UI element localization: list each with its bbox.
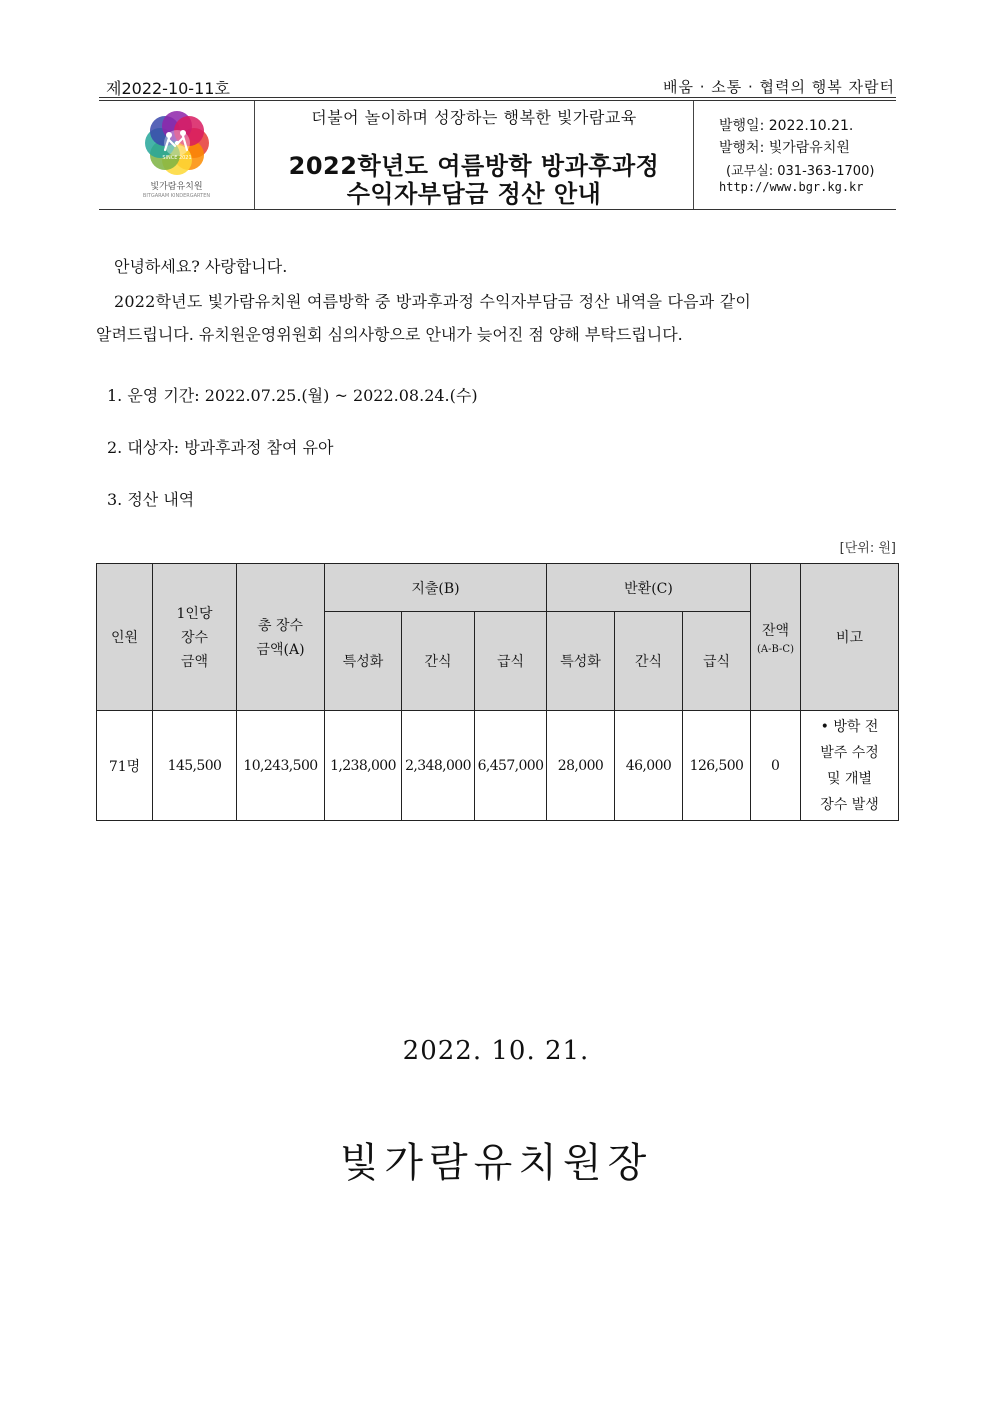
issue-number: 제2022-10-11호 <box>106 79 230 98</box>
intro-line-2: 알려드립니다. 유치원운영위원회 심의사항으로 안내가 늦어진 점 양해 부탁드립니다. <box>96 325 683 344</box>
header-total: 총 장수 금액(A) <box>237 564 325 711</box>
office-phone: (교무실: 031-363-1700) <box>726 164 875 179</box>
slogan: 더불어 놀이하며 성장하는 행복한 빛가람교육 <box>311 108 637 127</box>
svg-text:SINCE 2021: SINCE 2021 <box>162 155 192 161</box>
cell-ref-meal: 126,500 <box>683 711 751 821</box>
masthead-divider-left <box>254 100 255 210</box>
document-date: 2022. 10. 21. <box>402 1036 590 1066</box>
masthead <box>99 100 896 210</box>
cell-people: 71명 <box>97 711 153 821</box>
header-exp-special: 특성화 <box>325 612 402 711</box>
header-exp-meal: 급식 <box>475 612 547 711</box>
school-motto: 배움 · 소통 · 협력의 행복 자람터 <box>662 78 895 96</box>
item-details: 3. 정산 내역 <box>107 490 195 509</box>
masthead-divider-right <box>693 100 694 210</box>
header-people: 인원 <box>97 564 153 711</box>
intro-line-1: 2022학년도 빛가람유치원 여름방학 중 방과후과정 수익자부담금 정산 내역을 다음과 같이 <box>114 292 752 311</box>
header-balance: 잔액 (A-B-C) <box>751 564 801 711</box>
header-exp-snack: 간식 <box>402 612 475 711</box>
cell-ref-snack: 46,000 <box>615 711 683 821</box>
cell-exp-special: 1,238,000 <box>325 711 402 821</box>
publisher: 발행처: 빛가람유치원 <box>719 140 850 156</box>
header-ref-snack: 간식 <box>615 612 683 711</box>
header-refund: 반환(C) <box>547 564 751 612</box>
website-url: http://www.bgr.kg.kr <box>719 180 864 194</box>
greeting: 안녕하세요? 사랑합니다. <box>114 257 288 276</box>
header-remarks: 비고 <box>801 564 899 711</box>
header-ref-meal: 급식 <box>683 612 751 711</box>
cell-remarks: • 방학 전 발주 수정 및 개별 장수 발생 <box>801 711 899 821</box>
item-target: 2. 대상자: 방과후과정 참여 유아 <box>107 438 334 457</box>
logo-flower-icon <box>99 100 254 180</box>
signature: 빛가람유치원장 <box>339 1140 653 1186</box>
table-row <box>97 711 899 821</box>
header-ref-special: 특성화 <box>547 612 615 711</box>
cell-balance: 0 <box>751 711 801 821</box>
masthead-rule-bottom <box>99 209 896 210</box>
cell-per-person: 145,500 <box>153 711 237 821</box>
item-period: 1. 운영 기간: 2022.07.25.(월) ~ 2022.08.24.(수) <box>107 386 478 405</box>
cell-ref-special: 28,000 <box>547 711 615 821</box>
page-title-line2: 수익자부담금 정산 안내 <box>346 180 602 208</box>
header-rule-top <box>99 97 896 98</box>
school-logo <box>99 100 254 210</box>
logo-subtitle: BITGARAM KINDERGARTEN <box>142 193 211 199</box>
header-expense: 지출(B) <box>325 564 547 612</box>
cell-exp-snack: 2,348,000 <box>402 711 475 821</box>
settlement-table <box>96 563 899 821</box>
logo-name: 빛가람유치원 <box>150 182 203 192</box>
cell-total: 10,243,500 <box>237 711 325 821</box>
issue-date: 발행일: 2022.10.21. <box>719 118 854 134</box>
unit-label: [단위: 원] <box>839 541 896 556</box>
header-per-person: 1인당 장수 금액 <box>153 564 237 711</box>
masthead-rule-top <box>99 100 896 101</box>
page-title-line1: 2022학년도 여름방학 방과후과정 <box>288 152 660 180</box>
cell-exp-meal: 6,457,000 <box>475 711 547 821</box>
